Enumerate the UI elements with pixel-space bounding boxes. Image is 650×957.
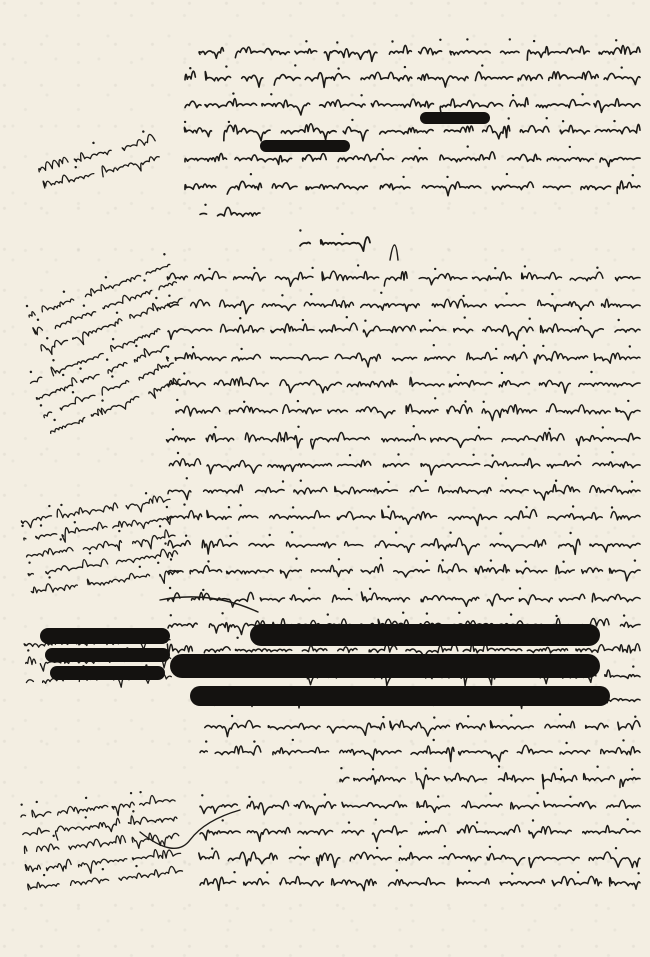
margin-note-6-line-3 xyxy=(23,822,180,861)
text-line-lower-6 xyxy=(200,818,640,842)
margin-note-3-line-3 xyxy=(39,352,174,418)
margin-note-6 xyxy=(19,786,183,890)
margin-note-6-line-1 xyxy=(19,786,176,825)
text-line-body-3 xyxy=(168,316,640,340)
margin-note-4 xyxy=(19,488,181,602)
margin-note-3 xyxy=(25,318,183,440)
text-line-lower-4 xyxy=(340,765,640,788)
redaction-block-1 xyxy=(420,112,490,124)
margin-notes xyxy=(19,127,186,891)
text-line-opening-2 xyxy=(185,64,640,87)
text-line-body-10 xyxy=(167,503,640,525)
text-line-lower-2 xyxy=(205,713,640,736)
text-line-body-6 xyxy=(176,397,640,421)
redaction-block-7 xyxy=(45,648,170,662)
margin-note-4-line-5 xyxy=(30,558,182,602)
main-text-block xyxy=(166,38,640,890)
text-line-opening-1 xyxy=(199,38,640,61)
redaction-block-2 xyxy=(260,140,350,152)
text-line-body-7 xyxy=(166,425,640,449)
text-line-body-11 xyxy=(168,531,640,555)
section-heading-line xyxy=(299,229,370,251)
text-line-body-8 xyxy=(169,451,640,475)
text-line-lower-3 xyxy=(200,739,640,762)
text-line-lower-7 xyxy=(199,845,640,868)
text-line-opening-7 xyxy=(200,204,260,217)
connector-stroke-2 xyxy=(140,810,240,848)
text-line-opening-4 xyxy=(184,117,640,141)
text-line-opening-3 xyxy=(185,92,640,115)
text-line-body-5 xyxy=(167,371,640,393)
text-line-opening-6 xyxy=(185,173,640,196)
redaction-block-5 xyxy=(190,686,610,706)
margin-note-2 xyxy=(24,253,185,359)
text-line-lower-5 xyxy=(200,792,640,815)
text-line-body-2 xyxy=(168,292,640,314)
margin-note-6-line-5 xyxy=(27,859,183,890)
margin-note-3-line-1 xyxy=(25,318,161,385)
margin-note-1 xyxy=(35,127,161,195)
margin-note-3-line-4 xyxy=(46,370,183,440)
redaction-block-3 xyxy=(250,624,600,646)
margin-note-4-line-3 xyxy=(25,522,177,566)
redaction-block-6 xyxy=(40,628,170,644)
text-line-opening-5 xyxy=(185,145,640,166)
text-line-body-9 xyxy=(168,477,640,500)
redaction-block-4 xyxy=(170,654,600,678)
text-line-lower-8 xyxy=(200,869,640,890)
text-line-body-1 xyxy=(167,264,640,286)
connector-stroke-3 xyxy=(390,245,398,260)
redaction-block-8 xyxy=(50,666,165,680)
connector-strokes xyxy=(140,245,398,848)
text-line-body-12 xyxy=(168,557,640,581)
text-line-body-4 xyxy=(167,344,640,367)
margin-note-6-line-2 xyxy=(21,806,177,844)
